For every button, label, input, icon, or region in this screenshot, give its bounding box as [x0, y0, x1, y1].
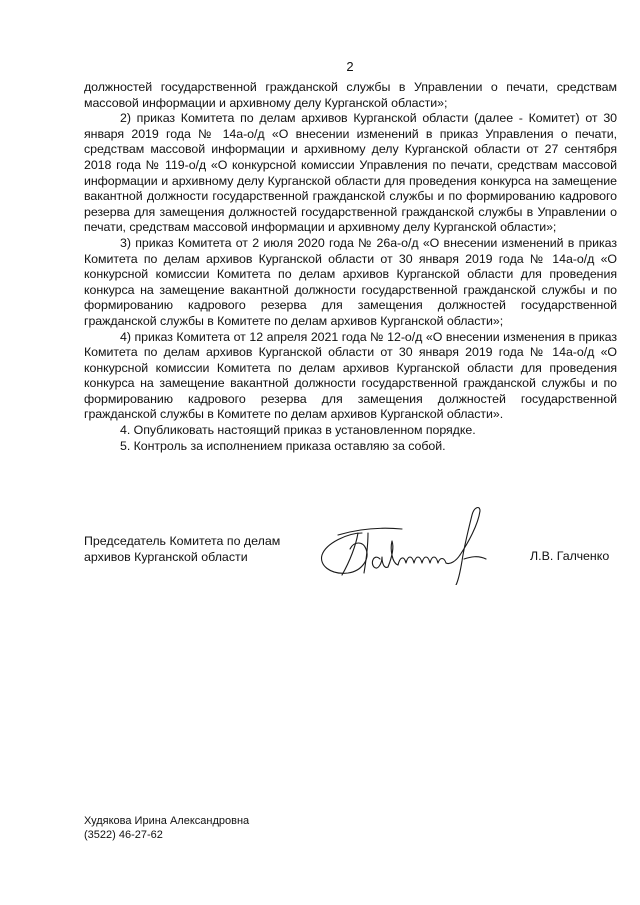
- executor-info: [84, 815, 249, 843]
- paragraph: 5. Контроль за исполнением приказа оставляю за собой.: [120, 438, 446, 453]
- signatory-title-line: Председатель Комитета по делам: [84, 534, 281, 548]
- handwritten-signature: [318, 503, 493, 585]
- page-number: 2: [346, 59, 354, 74]
- signatory-title: [84, 534, 314, 565]
- paragraph: 2) приказ Комитета по делам архивов Курганской области (далее - Комитет) от 30 января 2019 года № 14а-о/д «О внесении изменений в приказ Управления о печати, средствам массовой информации и архивному делу Курганской области от 27 сентября 2018 года № 119-о/д «О конкурсной комиссии Управления по печати, средствам массовой информации и архивному делу Курганской области для проведения конкурса на замещение вакантной должности государственной гражданской службы и по формированию кадрового резерва для замещения должностей государственной гражданской службы в Управлении о печати, средствам массовой информации и архивному делу Курганской области»;: [84, 111, 617, 235]
- signatory-name: Л.В. Галченко: [530, 549, 610, 563]
- paragraph: 3) приказ Комитета от 2 июля 2020 года № 26а-о/д «О внесении изменений в приказ Комитета по делам архивов Курганской области от 30 января 2019 года № 14а-о/д «О конкурсной комиссии Комитета по делам архивов Курганской области для проведения конкурса на замещение вакантной должности государственной гражданской службы и по формированию кадрового резерва для замещения должностей государственной гражданской службы в Комитете по делам архивов Курганской области»;: [84, 235, 617, 328]
- document-body: [84, 80, 617, 454]
- paragraph: 4) приказ Комитета от 12 апреля 2021 года № 12-о/д «О внесении изменения в приказ Комитета по делам архивов Курганской области от 30 января 2019 года № 14а-о/д «О конкурсной комиссии Комитета по делам архивов Курганской области для проведения конкурса на замещение вакантной должности государственной гражданской службы и по формированию кадрового резерва для замещения должностей государственной гражданской службы в Комитете по делам архивов Курганской области».: [84, 329, 617, 422]
- signatory-title-line: архивов Курганской области: [84, 549, 248, 564]
- executor-phone: (3522) 46-27-62: [84, 828, 163, 841]
- paragraph: должностей государственной гражданской службы в Управлении о печати, средствам массовой информации и архивному делу Курганской области»;: [84, 80, 617, 110]
- executor-name: Худякова Ирина Александровна: [84, 815, 250, 827]
- paragraph: 4. Опубликовать настоящий приказ в установленном порядке.: [120, 423, 476, 438]
